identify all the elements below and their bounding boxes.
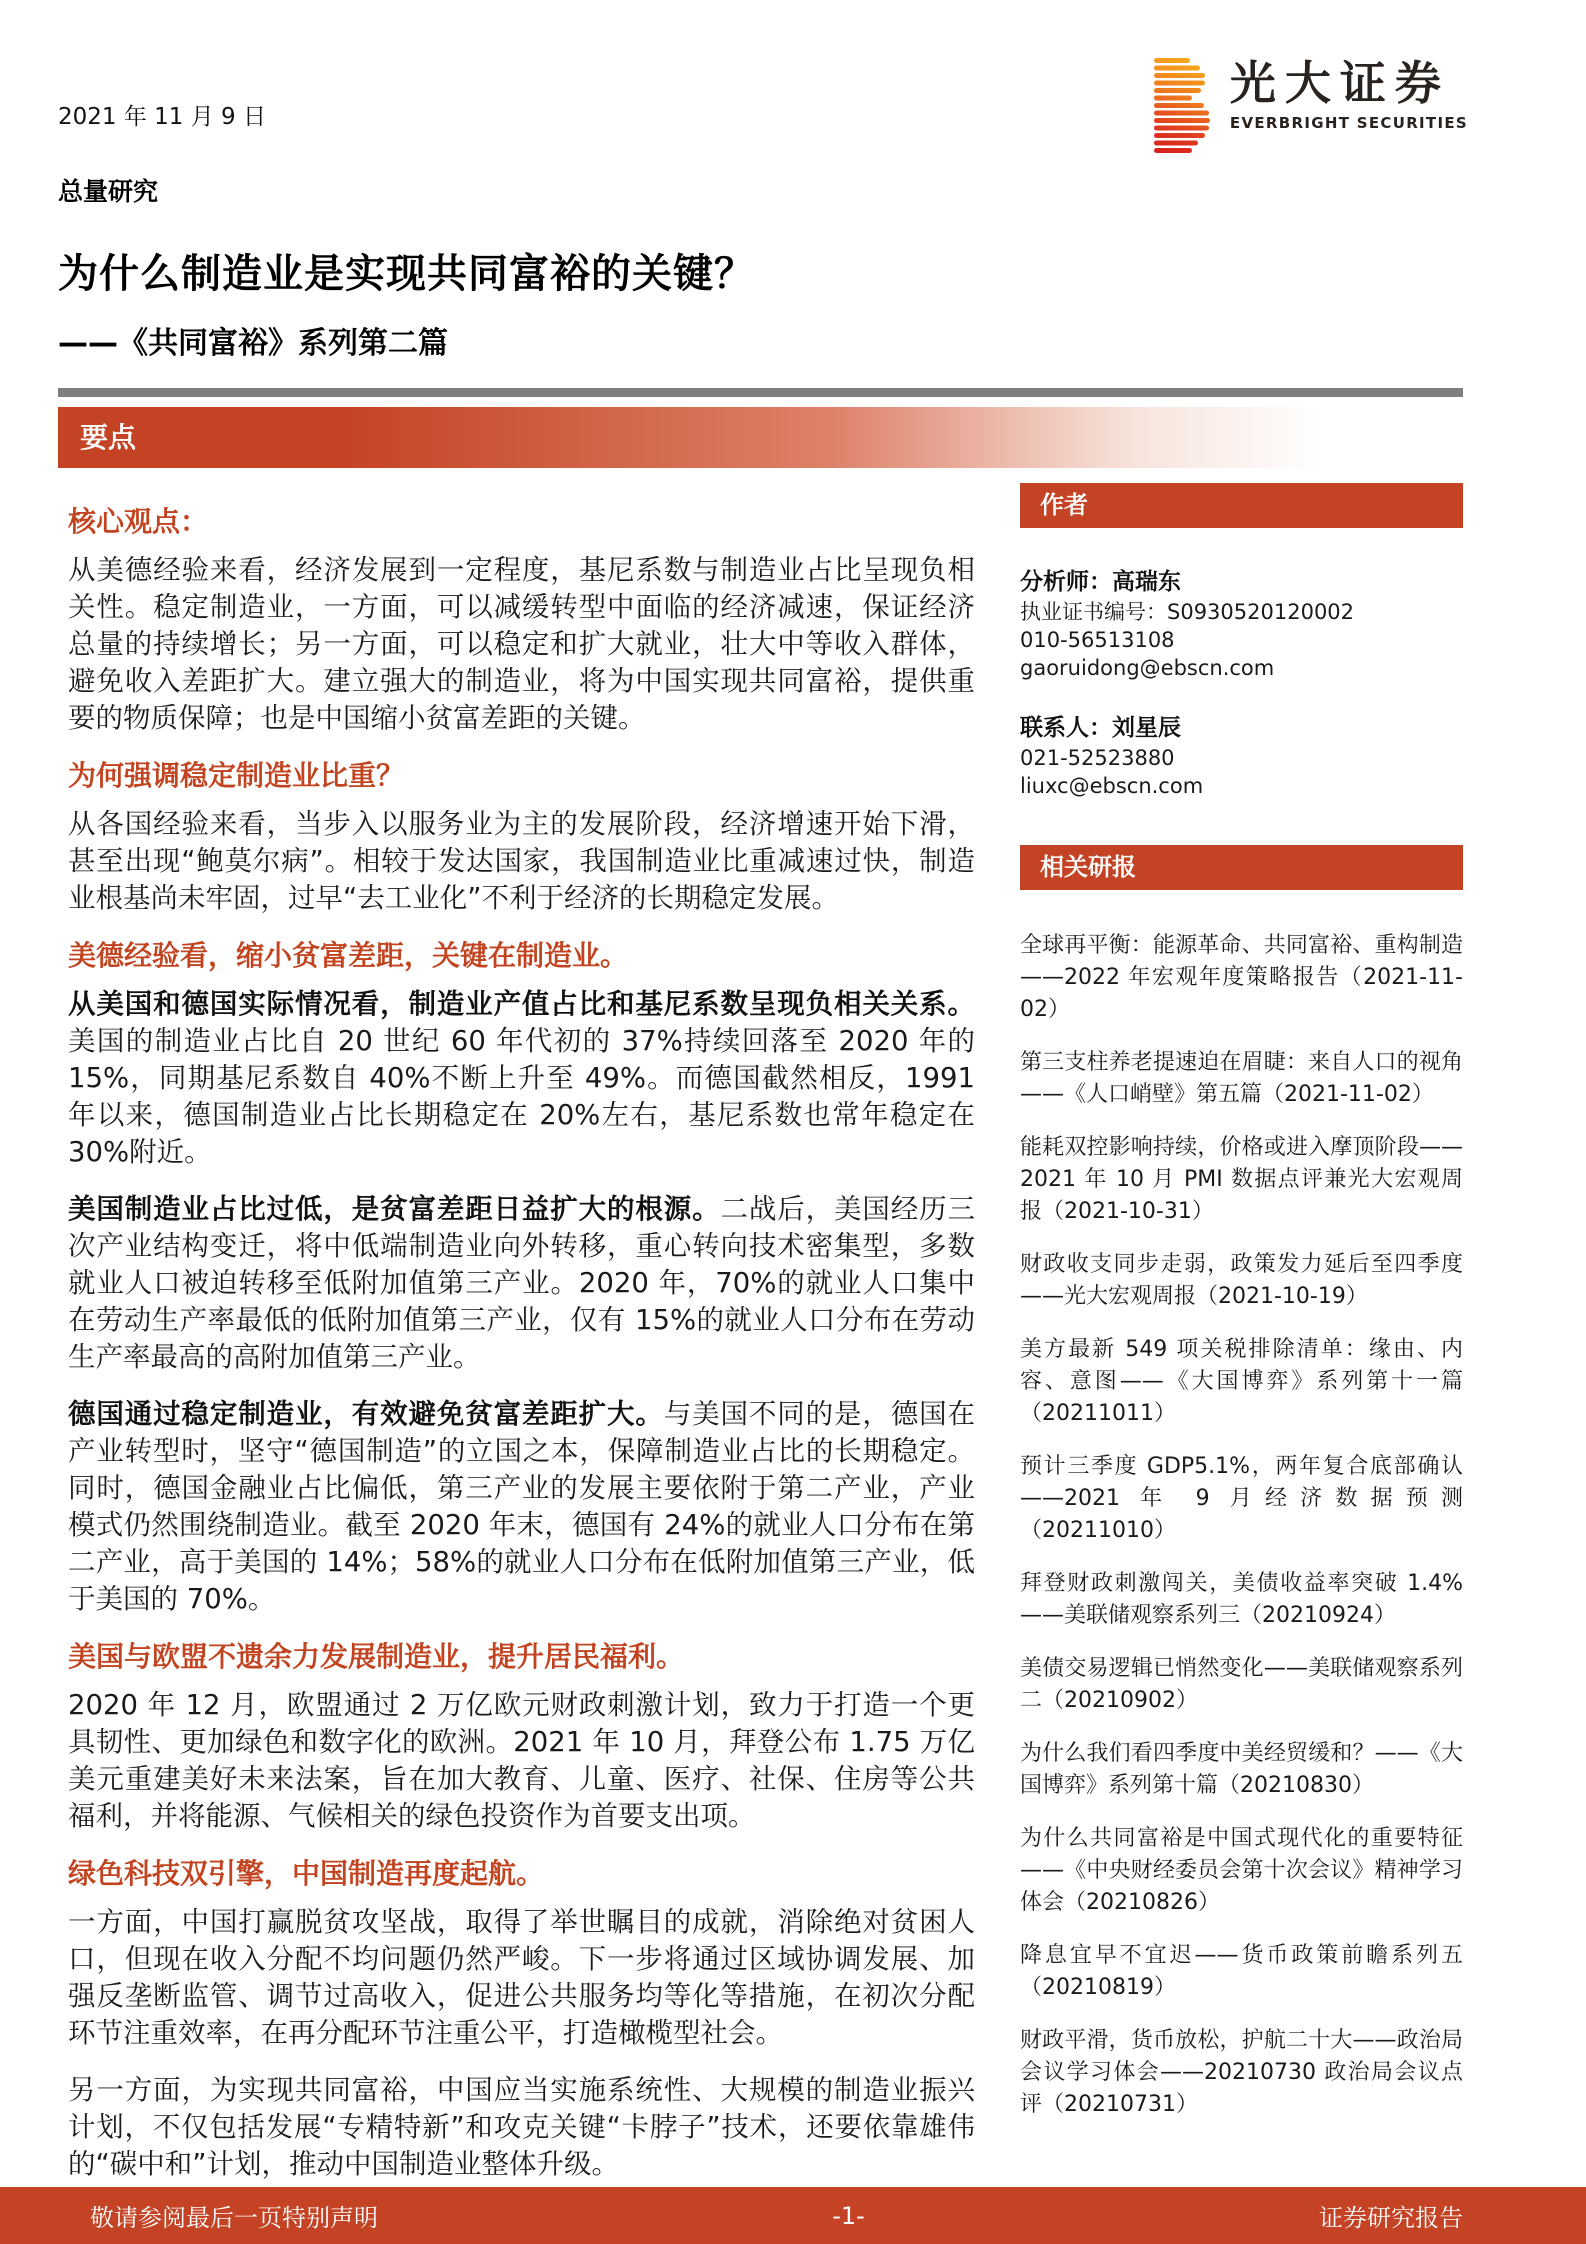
footer-report-type: 证券研究报告 — [1319, 2204, 1463, 2232]
body-paragraph: 德国通过稳定制造业，有效避免贫富差距扩大。与美国不同的是，德国在产业转型时，坚守“德国制造”的立国之本，保障制造业占比的长期稳定。同时，德国金融业占比偏低，第三产业的发展主要依附于第二产业，产业模式仍然围绕制造业。截至 2020 年末，德国有 24%的就业人口分布在第二产业，高于美国的 14%；58%的就业人口分布在低附加值第三产业，低于美国的 70%。 — [68, 1398, 976, 1615]
everbright-logo-icon — [1154, 58, 1212, 155]
sidebar — [1020, 468, 1463, 2142]
keypoints-banner: 要点 — [58, 407, 1463, 468]
analyst-block — [1020, 566, 1463, 682]
analyst-phone: 010-56513108 — [1020, 628, 1175, 652]
contact-phone: 021-52523880 — [1020, 746, 1175, 770]
paragraph-lead: 从美国和德国实际情况看，制造业产值占比和基尼系数呈现负相关关系。 — [68, 988, 975, 1020]
main-content — [58, 468, 975, 2203]
section-heading: 核心观点： — [68, 505, 209, 538]
paragraph-lead: 美国制造业占比过低，是贫富差距日益扩大的根源。 — [68, 1193, 721, 1225]
related-report-item[interactable]: 第三支柱养老提速迫在眉睫：来自人口的视角——《人口峭壁》第五篇（2021-11-02） — [1020, 1050, 1463, 1107]
related-report-item[interactable]: 为什么我们看四季度中美经贸缓和？——《大国博弈》系列第十篇（20210830） — [1020, 1741, 1463, 1798]
body-paragraph: 从美德经验来看，经济发展到一定程度，基尼系数与制造业占比呈现负相关性。稳定制造业，一方面，可以减缓转型中面临的经济减速，保证经济总量的持续增长；另一方面，可以稳定和扩大就业，壮大中等收入群体，避免收入差距扩大。建立强大的制造业，将为中国实现共同富裕，提供重要的物质保障；也是中国缩小贫富差距的关键。 — [68, 554, 975, 734]
report-category: 总量研究 — [58, 177, 159, 206]
body-paragraph: 另一方面，为实现共同富裕，中国应当实施系统性、大规模的制造业振兴计划，不仅包括发展“专精特新”和攻克关键“卡脖子”技术，还要依靠雄伟的“碳中和”计划，推动中国制造业整体升级。 — [68, 2074, 975, 2180]
header-divider — [58, 388, 1463, 397]
body-paragraph: 从美国和德国实际情况看，制造业产值占比和基尼系数呈现负相关关系。美国的制造业占比自 20 世纪 60 年代初的 37%持续回落至 2020 年的 15%，同期基尼系数自 40%不断上升至 49%。而德国截然相反，1991 年以来，德国制造业占比长期稳定在 20%左右，基尼系数也常年稳定在 30%附近。 — [68, 988, 975, 1168]
related-reports-banner: 相关研报 — [1020, 845, 1463, 890]
related-report-item[interactable]: 财政平滑，货币放松，护航二十大——政治局会议学习体会——20210730 政治局会议点评（20210731） — [1020, 2028, 1463, 2117]
body-paragraph: 美国制造业占比过低，是贫富差距日益扩大的根源。二战后，美国经历三次产业结构变迁，将中低端制造业向外转移，重心转向技术密集型，多数就业人口被迫转移至低附加值第三产业。2020 年，70%的就业人口集中在劳动生产率最低的低附加值第三产业，仅有 15%的就业人口分布在劳动生产率最高的高附加值第三产业。 — [68, 1193, 975, 1373]
related-report-item[interactable]: 能耗双控影响持续，价格或进入摩顶阶段——2021 年 10 月 PMI 数据点评兼光大宏观周报（2021-10-31） — [1020, 1135, 1463, 1224]
analyst-name: 分析师：高瑞东 — [1020, 569, 1181, 595]
contact-block — [1020, 712, 1463, 800]
brand-name — [1230, 58, 1468, 132]
related-report-item[interactable]: 预计三季度 GDP5.1%，两年复合底部确认——2021 年 9 月经济数据预测（20211010） — [1020, 1454, 1463, 1543]
footer-disclaimer: 敬请参阅最后一页特别声明 — [90, 2204, 378, 2232]
footer-page-number: -1- — [832, 2201, 865, 2230]
body-paragraph: 2020 年 12 月，欧盟通过 2 万亿欧元财政刺激计划，致力于打造一个更具韧性、更加绿色和数字化的欧洲。2021 年 10 月，拜登公布 1.75 万亿美元重建美好未来法案，旨在加大教育、儿童、医疗、社保、住房等公共福利，并将能源、气候相关的绿色投资作为首要支出项。 — [68, 1689, 975, 1832]
section-heading: 美国与欧盟不遗余力发展制造业，提升居民福利。 — [68, 1640, 685, 1673]
report-title: 为什么制造业是实现共同富裕的关键？ — [58, 251, 755, 297]
related-report-item[interactable]: 为什么共同富裕是中国式现代化的重要特征——《中央财经委员会第十次会议》精神学习体会（20210826） — [1020, 1826, 1463, 1915]
author-banner: 作者 — [1020, 483, 1463, 528]
related-report-item[interactable]: 降息宜早不宜迟——货币政策前瞻系列五（20210819） — [1020, 1943, 1463, 2000]
content-columns — [58, 468, 1463, 2203]
report-date: 2021 年 11 月 9 日 — [58, 104, 266, 130]
contact-email[interactable]: liuxc@ebscn.com — [1020, 774, 1204, 798]
analyst-email[interactable]: gaoruidong@ebscn.com — [1020, 656, 1275, 680]
section-heading: 绿色科技双引擎，中国制造再度起航。 — [68, 1857, 545, 1890]
section-heading: 为何强调稳定制造业比重？ — [68, 759, 405, 792]
report-subtitle: ——《共同富裕》系列第二篇 — [58, 326, 448, 361]
paragraph-lead: 德国通过稳定制造业，有效避免贫富差距扩大。 — [68, 1398, 664, 1430]
body-paragraph: 一方面，中国打赢脱贫攻坚战，取得了举世瞩目的成就，消除绝对贫困人口，但现在收入分配不均问题仍然严峻。下一步将通过区域协调发展、加强反垄断监管、调节过高收入，促进公共服务均等化等措施，在初次分配环节注重效率，在再分配环节注重公平，打造橄榄型社会。 — [68, 1906, 975, 2049]
section-heading: 美德经验看，缩小贫富差距，关键在制造业。 — [68, 939, 629, 972]
related-report-item[interactable]: 拜登财政刺激闯关，美债收益率突破 1.4%——美联储观察系列三（20210924） — [1020, 1571, 1463, 1628]
brand-name-cn: 光大证券 — [1229, 56, 1450, 110]
page-footer — [0, 2187, 1586, 2244]
related-report-item[interactable]: 财政收支同步走弱，政策发力延后至四季度——光大宏观周报（2021-10-19） — [1020, 1252, 1463, 1309]
brand-name-en: EVERBRIGHT SECURITIES — [1229, 113, 1468, 132]
analyst-license: 执业证书编号：S0930520120002 — [1020, 600, 1355, 624]
related-report-item[interactable]: 全球再平衡：能源革命、共同富裕、重构制造——2022 年宏观年度策略报告（2021-11-02） — [1020, 933, 1463, 1022]
brand-logo — [1154, 58, 1468, 155]
related-report-item[interactable]: 美债交易逻辑已悄然变化——美联储观察系列二（20210902） — [1020, 1656, 1463, 1713]
related-report-item[interactable]: 美方最新 549 项关税排除清单：缘由、内容、意图——《大国博弈》系列第十一篇（20211011） — [1020, 1337, 1463, 1426]
contact-name: 联系人：刘星辰 — [1020, 715, 1181, 741]
body-paragraph: 从各国经验来看，当步入以服务业为主的发展阶段，经济增速开始下滑，甚至出现“鲍莫尔病”。相较于发达国家，我国制造业比重减速过快，制造业根基尚未牢固，过早“去工业化”不利于经济的长期稳定发展。 — [68, 808, 975, 914]
related-reports-list — [1020, 930, 1463, 2121]
